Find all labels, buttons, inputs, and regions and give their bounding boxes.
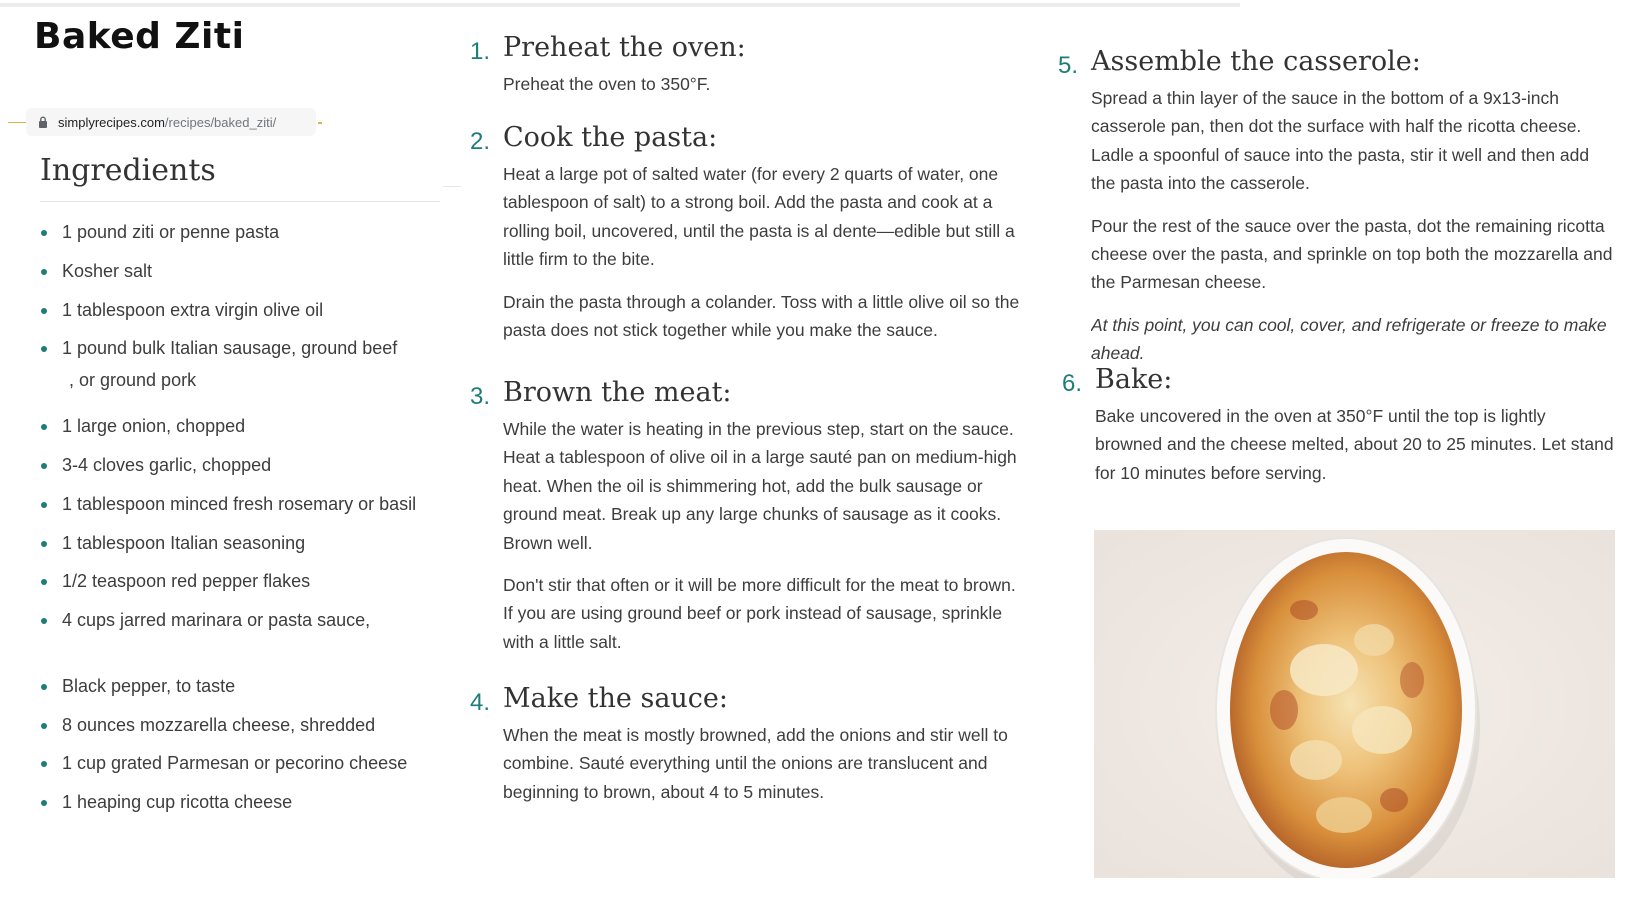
step-paragraph: Don't stir that often or it will be more difficult for the meat to brown. If you are using ground beef or pork instead of sausage, sprinkle with a little salt. [503,575,1016,652]
ingredients-divider [40,201,440,202]
bullet-icon [41,424,47,430]
ingredient-item-continuation: , or ground pork [69,370,197,390]
bullet-icon [41,723,47,729]
step-number: 5. [1058,52,1079,79]
step-number: 1. [470,38,491,65]
step-title: Preheat the oven: [503,32,746,63]
step-paragraph: Heat a large pot of salted water (for every 2 quarts of water, one tablespoon of salt) to a strong boil. Add the pasta and cook at a rolling boil, uncovered, until the pasta is al dente—edible but still a little firm to the bite. [503,164,1015,270]
step-paragraph: Preheat the oven to 350°F. [503,74,711,94]
bullet-icon [41,800,47,806]
bullet-icon [41,579,47,585]
ingredient-item: 1 tablespoon minced fresh rosemary or basil [40,489,416,520]
ingredient-item: 1 pound ziti or penne pasta [40,217,279,248]
bullet-icon [41,684,47,690]
ingredient-item: 3-4 cloves garlic, chopped [40,450,271,481]
ingredient-item: 4 cups jarred marinara or pasta sauce, [40,605,370,636]
ingredient-item: 1 pound bulk Italian sausage, ground beef [40,333,397,364]
bullet-icon [41,230,47,236]
step-paragraph: When the meat is mostly browned, add the onions and stir well to combine. Sauté everything until the onions are translucent and beginning to brown, about 4 to 5 minutes. [503,725,1008,802]
step-body [503,415,1028,670]
ingredient-item: 1 cup grated Parmesan or pecorino cheese [40,748,407,779]
step-title: Cook the pasta: [503,122,718,153]
ingredients-heading: Ingredients [40,153,216,188]
step-body [503,160,1028,358]
bullet-icon [41,346,47,352]
step-title: Assemble the casserole: [1091,46,1421,77]
step-paragraph: Bake uncovered in the oven at 350°F until the top is lightly browned and the cheese melted, about 20 to 25 minutes. Let stand for 10 minutes before serving. [1095,406,1614,483]
step-body [503,70,1028,112]
step-paragraph: Pour the rest of the sauce over the pasta, dot the remaining ricotta cheese over the pasta, and sprinkle on top both the mozzarella and the Parmesan cheese. [1091,215,1613,293]
bullet-icon [41,308,47,314]
step-number: 3. [470,383,491,410]
step-body [503,721,1028,820]
ingredient-item: Black pepper, to taste [40,671,235,702]
bullet-icon [41,618,47,624]
baked-ziti-photo [1094,530,1615,878]
bullet-icon [41,541,47,547]
top-divider [0,3,1240,7]
ingredient-item: 1 tablespoon Italian seasoning [40,528,305,559]
recipe-title: Baked Ziti [34,16,245,57]
step-number: 6. [1062,370,1083,397]
ingredients-divider-stub [443,186,461,187]
bullet-icon [41,463,47,469]
step-title: Make the sauce: [503,683,729,714]
url-highlight-mark-end [318,122,322,124]
bullet-icon [41,761,47,767]
step-paragraph: Spread a thin layer of the sauce in the bottom of a 9x13-inch casserole pan, then dot the surface with half the ricotta cheese. Ladle a spoonful of sauce into the pasta, stir it well and then add the pasta into the casserole. [1091,88,1590,194]
bullet-icon [41,269,47,275]
bullet-icon [41,502,47,508]
url-highlight-mark [8,122,26,123]
ingredient-item: 1 tablespoon extra virgin olive oil [40,295,323,326]
ingredient-item: 1 large onion, chopped [40,411,245,442]
url-domain: simplyrecipes.com [58,114,165,130]
step-paragraph: Drain the pasta through a colander. Toss with a little olive oil so the pasta does not stick together while you make the sauce. [503,291,1020,341]
step-title: Brown the meat: [503,377,732,408]
url-path: /recipes/baked_ziti/ [164,114,277,130]
step-title: Bake: [1095,364,1173,395]
step-paragraph: While the water is heating in the previous step, start on the sauce. Heat a tablespoon of olive oil in a large sauté pan on medium-high heat. When the oil is shimmering hot, add the bulk sausage or ground meat. Break up any large chunks of sausage as it cooks. Brown well. [503,419,1017,553]
ingredient-item: 1 heaping cup ricotta cheese [40,787,292,818]
ingredient-item: 1/2 teaspoon red pepper flakes [40,566,310,597]
step-body [1091,84,1616,410]
ingredient-item: 8 ounces mozzarella cheese, shredded [40,710,375,741]
step-number: 2. [470,128,491,155]
ingredient-item: Kosher salt [40,256,152,287]
step-number: 4. [470,689,491,716]
step-body [1095,402,1615,501]
url-bar[interactable] [26,108,316,136]
step-note: At this point, you can cool, cover, and refrigerate or freeze to make ahead. [1091,314,1607,364]
lock-icon [38,116,48,128]
